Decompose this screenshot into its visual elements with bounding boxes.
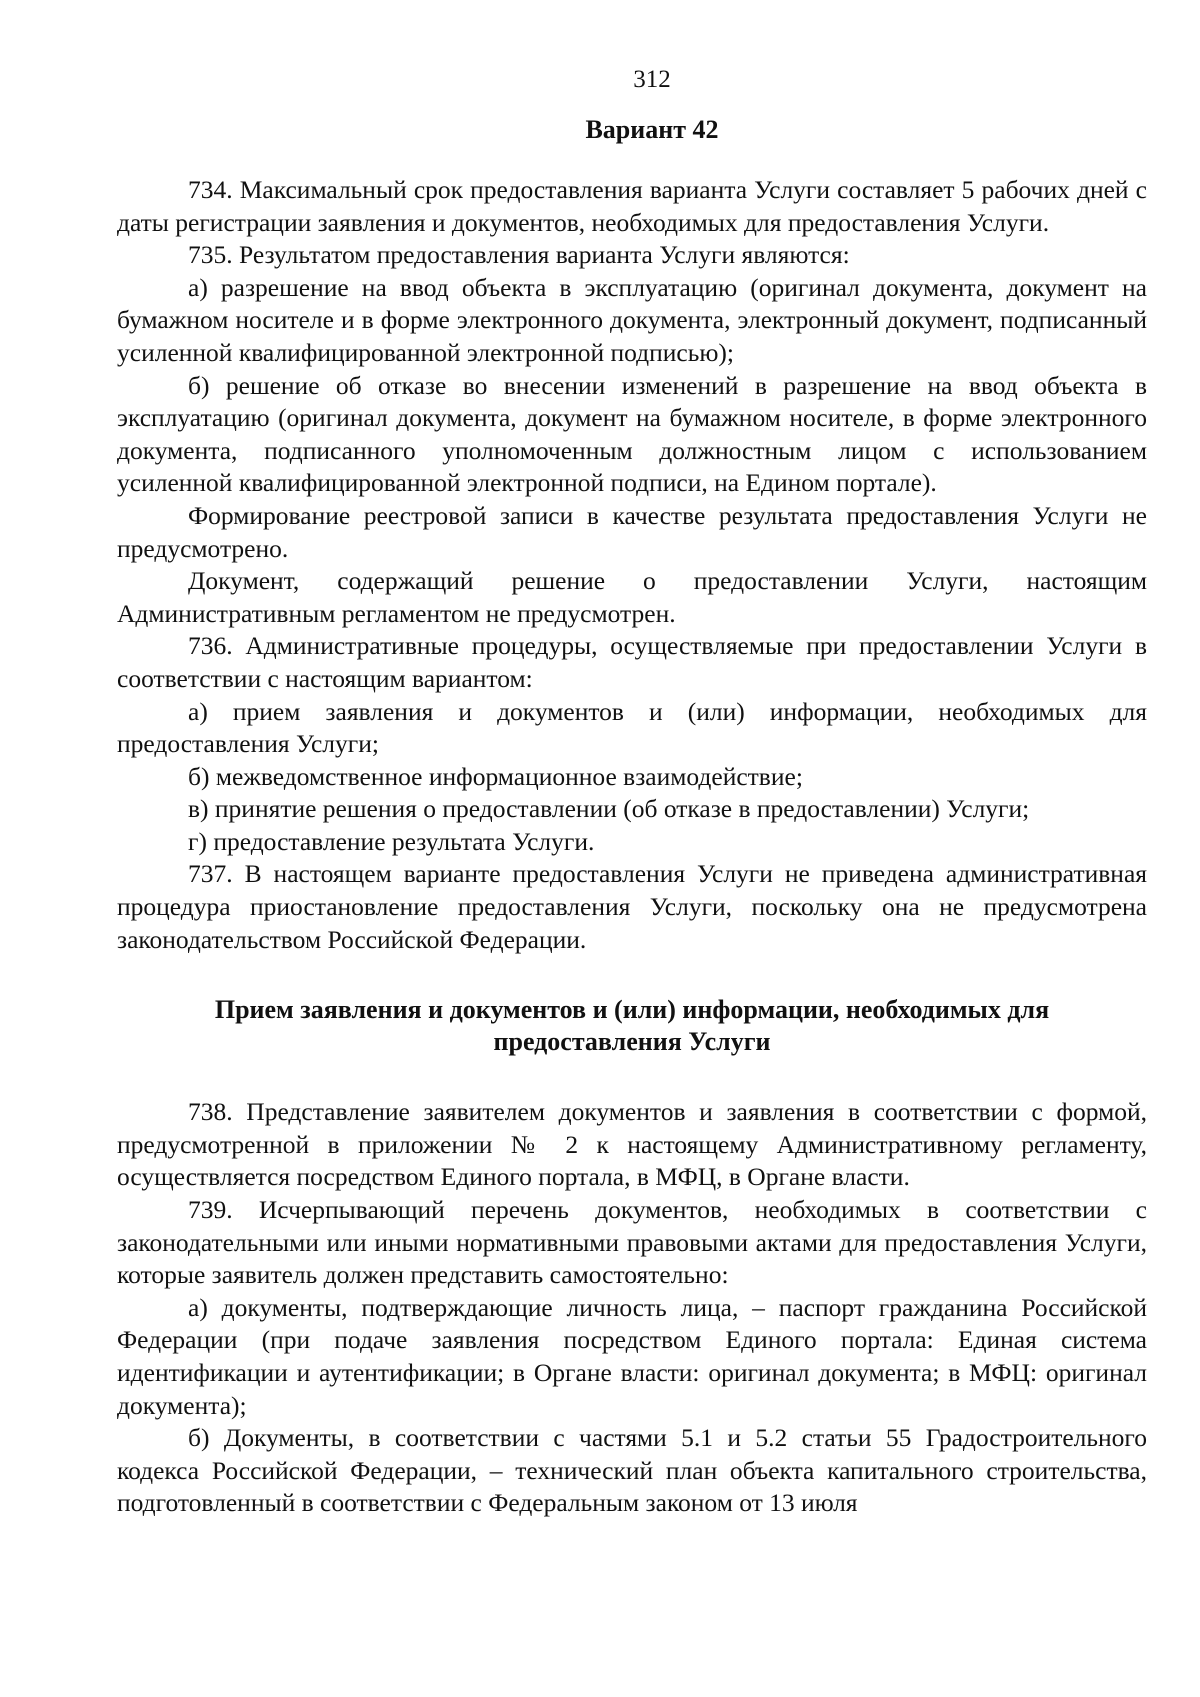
page-number: 312 <box>633 66 671 93</box>
paragraph-registry-record: Формирование реестровой записи в качестве результата предоставления Услуги не предусмотрено. <box>117 500 1147 563</box>
section-title: Прием заявления и документов и (или) информации, необходимых для предоставления Услуги <box>214 995 1050 1057</box>
paragraph-block-1 <box>117 174 1147 956</box>
paragraph-736-a: а) прием заявления и документов и (или) информации, необходимых для предоставления Услуги; <box>117 696 1147 759</box>
paragraph-735: 735. Результатом предоставления варианта Услуги являются: <box>188 240 850 270</box>
paragraph-736-v: в) принятие решения о предоставлении (об отказе в предоставлении) Услуги; <box>188 794 1030 824</box>
paragraph-decision-document: Документ, содержащий решение о предоставлении Услуги, настоящим Административным регламентом не предусмотрен. <box>117 566 1147 628</box>
paragraph-736-g: г) предоставление результата Услуги. <box>188 826 595 856</box>
paragraph-738: 738. Представление заявителем документов и заявления в соответствии с формой, предусмотренной в приложении № 2 к настоящему Административному регламенту, осуществляется посредством Единого портала, в МФЦ, в Органе власти. <box>117 1097 1147 1192</box>
variant-title: Вариант 42 <box>585 115 719 144</box>
paragraph-735-b: б) решение об отказе во внесении изменений в разрешение на ввод объекта в эксплуатацию (оригинал документа, документ на бумажном носителе, в форме электронного документа, подписанного уполномоченным должностным лицом с использованием усиленной квалифицированной электронной подписи, на Едином портале). <box>117 370 1147 498</box>
paragraph-739: 739. Исчерпывающий перечень документов, необходимых в соответствии с законодательными или иными нормативными правовыми актами для предоставления Услуги, которые заявитель должен представить самостоятельно: <box>117 1195 1147 1290</box>
document-page <box>117 60 1147 1520</box>
paragraph-734: 734. Максимальный срок предоставления варианта Услуги составляет 5 рабочих дней с даты регистрации заявления и документов, необходимых для предоставления Услуги. <box>117 175 1147 237</box>
paragraph-block-2 <box>117 1096 1147 1520</box>
paragraph-739-b: б) Документы, в соответствии с частями 5.1 и 5.2 статьи 55 Градостроительного кодекса Российской Федерации, – технический план объекта капитального строительства, подготовленный в соответствии с Федеральным законом от 13 июля <box>117 1423 1147 1518</box>
paragraph-736: 736. Административные процедуры, осуществляемые при предоставлении Услуги в соответствии с настоящим вариантом: <box>117 631 1147 693</box>
paragraph-736-b: б) межведомственное информационное взаимодействие; <box>188 761 803 791</box>
paragraph-735-a: а) разрешение на ввод объекта в эксплуатацию (оригинал документа, документ на бумажном носителе и в форме электронного документа, электронный документ, подписанный усиленной квалифицированной электронной подписью); <box>117 272 1147 367</box>
paragraph-739-a: а) документы, подтверждающие личность лица, – паспорт гражданина Российской Федерации (при подаче заявления посредством Единого портала: Единая система идентификации и аутентификации; в Органе власти: оригинал документа; в МФЦ: оригинал документа); <box>117 1292 1147 1420</box>
paragraph-737: 737. В настоящем варианте предоставления Услуги не приведена административная процедура приостановление предоставления Услуги, поскольку она не предусмотрена законодательством Российской Федерации. <box>117 859 1147 954</box>
